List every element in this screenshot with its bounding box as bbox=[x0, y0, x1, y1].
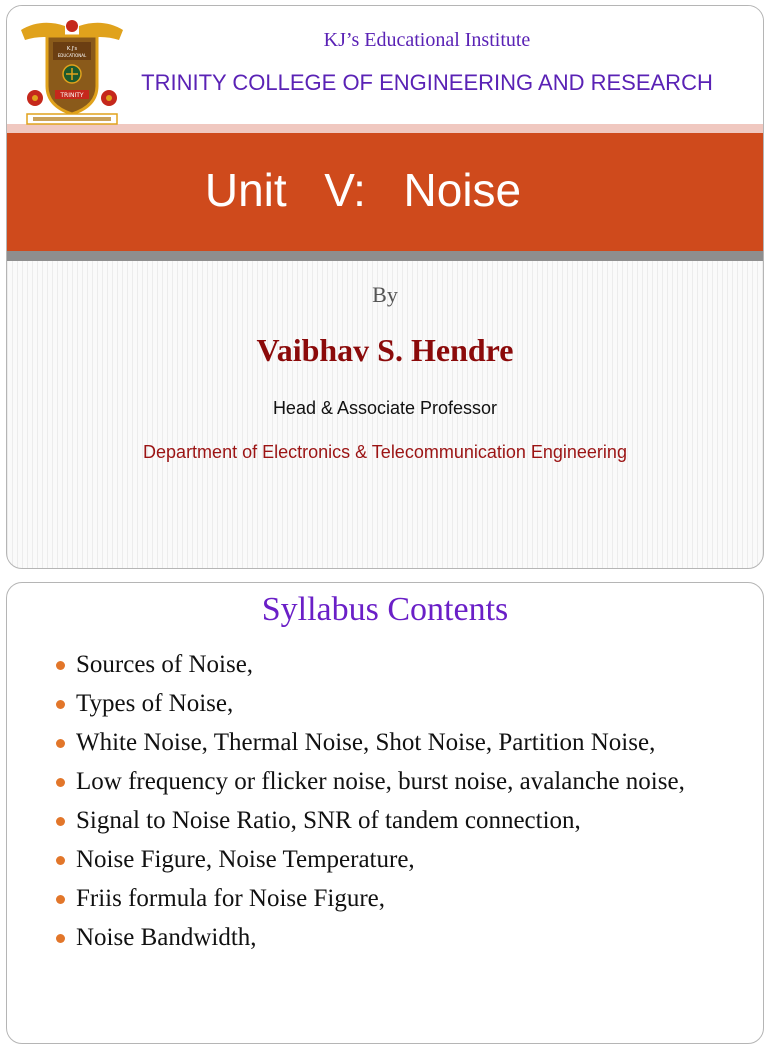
syllabus-title: Syllabus Contents bbox=[261, 591, 509, 628]
author-position: Head & Associate Professor bbox=[272, 398, 498, 418]
bullet-icon bbox=[56, 895, 65, 904]
by-label: By bbox=[372, 282, 398, 307]
syllabus-item-text: Types of Noise, bbox=[76, 690, 234, 717]
svg-text:TRINITY: TRINITY bbox=[60, 92, 84, 99]
title-band-shadow bbox=[7, 251, 763, 261]
syllabus-item bbox=[51, 649, 731, 680]
bullet-icon bbox=[56, 934, 65, 943]
syllabus-list bbox=[51, 649, 731, 961]
bullet-icon bbox=[56, 739, 65, 748]
syllabus-item-text: Friis formula for Noise Figure, bbox=[76, 885, 385, 912]
department-name: Department of Electronics & Telecommunication Engineering bbox=[143, 442, 627, 462]
svg-text:EDUCATIONAL: EDUCATIONAL bbox=[57, 53, 87, 58]
bullet-icon bbox=[56, 700, 65, 709]
college-name: TRINITY COLLEGE OF ENGINEERING AND RESEARCH bbox=[141, 70, 713, 95]
bullet-icon bbox=[56, 856, 65, 865]
bullet-icon bbox=[56, 817, 65, 826]
syllabus-item-text: Low frequency or flicker noise, burst noise, avalanche noise, bbox=[76, 768, 685, 795]
bullet-icon bbox=[56, 778, 65, 787]
syllabus-item bbox=[51, 766, 731, 797]
syllabus-item bbox=[51, 922, 731, 953]
college-logo bbox=[19, 14, 125, 126]
syllabus-item-text: Noise Figure, Noise Temperature, bbox=[76, 846, 415, 873]
syllabus-item-text: Noise Bandwidth, bbox=[76, 924, 257, 951]
syllabus-item-text: Signal to Noise Ratio, SNR of tandem connection, bbox=[76, 807, 581, 834]
svg-text:K.J's: K.J's bbox=[66, 46, 78, 52]
syllabus-slide bbox=[6, 582, 764, 1044]
institute-name: KJ’s Educational Institute bbox=[323, 29, 531, 51]
syllabus-item bbox=[51, 805, 731, 836]
syllabus-item bbox=[51, 883, 731, 914]
syllabus-item-text: White Noise, Thermal Noise, Shot Noise, Partition Noise, bbox=[76, 729, 656, 756]
author-name: Vaibhav S. Hendre bbox=[256, 332, 514, 368]
syllabus-item bbox=[51, 727, 731, 758]
slide-title: Unit V: Noise bbox=[204, 164, 522, 216]
syllabus-item bbox=[51, 844, 731, 875]
syllabus-item bbox=[51, 688, 731, 719]
title-slide bbox=[6, 5, 764, 569]
bullet-icon bbox=[56, 661, 65, 670]
syllabus-item-text: Sources of Noise, bbox=[76, 651, 254, 678]
